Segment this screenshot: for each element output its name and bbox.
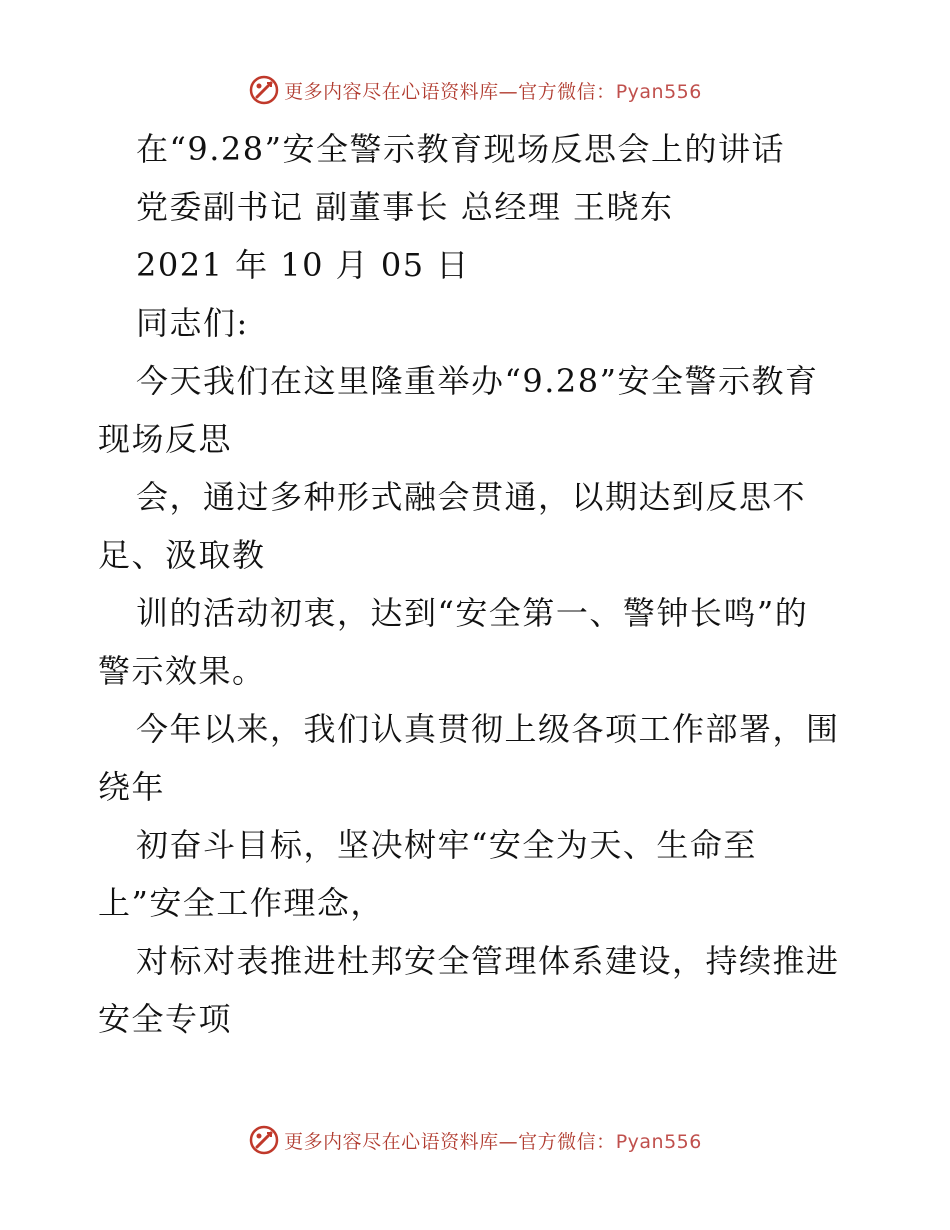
body-line: 对标对表推进杜邦安全管理体系建设，持续推进 xyxy=(136,942,840,980)
body-line: 上”安全工作理念， xyxy=(98,884,384,922)
watermark-wechat-label: 官方微信： xyxy=(518,1130,616,1153)
footer-watermark xyxy=(0,1120,950,1160)
salutation: 同志们: xyxy=(136,304,249,342)
watermark-dash: — xyxy=(498,1130,519,1153)
logo-icon xyxy=(248,74,280,106)
watermark-text xyxy=(284,1127,702,1154)
header-watermark xyxy=(0,70,950,110)
document-title: 在“9.28”安全警示教育现场反思会上的讲话 xyxy=(136,130,785,168)
watermark-wechat-id: Pyan556 xyxy=(615,80,702,103)
document-date: 2021 年 10 月 05 日 xyxy=(136,246,470,284)
watermark-brand: 更多内容尽在心语资料库 xyxy=(284,1130,499,1153)
watermark-wechat-label: 官方微信： xyxy=(518,80,616,103)
body-line: 绕年 xyxy=(98,768,166,806)
body-line: 安全专项 xyxy=(98,1000,233,1038)
body-line: 训的活动初衷，达到“安全第一、警钟长鸣”的 xyxy=(136,594,809,632)
body-line: 足、汲取教 xyxy=(98,536,266,574)
document-body xyxy=(98,120,858,1048)
watermark-text xyxy=(284,77,702,104)
document-author: 党委副书记 副董事长 总经理 王晓东 xyxy=(136,188,674,226)
body-line: 今年以来，我们认真贯彻上级各项工作部署，围 xyxy=(136,710,840,748)
body-line: 今天我们在这里隆重举办“9.28”安全警示教育 xyxy=(136,362,819,400)
watermark-dash: — xyxy=(498,80,519,103)
body-line: 现场反思 xyxy=(98,420,233,458)
logo-icon xyxy=(248,1124,280,1156)
body-line: 警示效果。 xyxy=(98,652,266,690)
body-line: 初奋斗目标，坚决树牢“安全为天、生命至 xyxy=(136,826,757,864)
body-line: 会，通过多种形式融会贯通，以期达到反思不 xyxy=(136,478,807,516)
watermark-wechat-id: Pyan556 xyxy=(615,1130,702,1153)
watermark-brand: 更多内容尽在心语资料库 xyxy=(284,80,499,103)
